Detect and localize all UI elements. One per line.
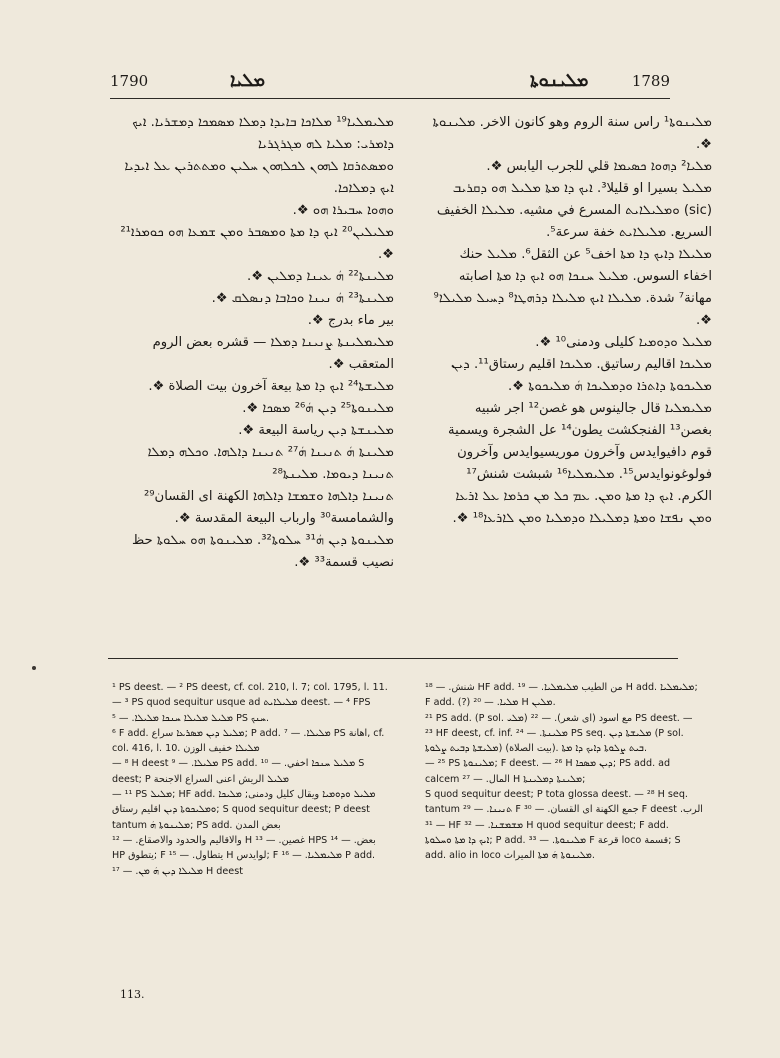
right-page-number: 1789 xyxy=(631,72,670,90)
footnote-block: شنش. — ¹⁸ HF add. من الطيب ܡܠܝܡܠܝܐ. — ¹⁹ H add. ܡܠܝܡܠܝܐ; F add. (?) ܡܠܝܐ. — ²⁰ H ܡܠܝܢ. xyxy=(425,682,698,709)
entry: ܡܠܝܡܠܝܢܬܐ ܨܢܝܢܐ ܕܡܠܐ — قشره بعض الروم المتعقب ❖. xyxy=(152,335,394,372)
entry: ܡܠܝܢܘܬܐ ܕܝܢ ܗܿ³¹ ܚܠܘܬܐ³². ܡܠܝܢܘܬܐ ܗܘ ܚܠܘܬܐ حظ نصيب قسمة³³ ❖. xyxy=(131,533,394,570)
left-page-number: 1790 xyxy=(110,72,149,90)
right-running-head: ܡܠܝܢܘܬܐ xyxy=(530,70,589,91)
entry: ܡܠܝܟܐ اقاليم رساتيق. ܡܠܝܟܐ اقليم رستاق¹¹. ܕܝܢ ܡܠܝܟܘܬܐ ܕܐܬܪܐ ܘܕܡܠܝܟܐ ܗܿ ܡܠܝܟܘܬܐ ❖. xyxy=(451,357,712,394)
entry: ܡܠܝܠ ܘܕܘܡܝܐ كليلى ودمنى¹⁰ ❖. xyxy=(535,335,712,350)
entry: ܡܠܝܠܐ ܕܐܝܟ ܕܐ ܡܬܐ اخف⁵ عن الثقل⁶. ܡܠܝܠ حنك اخفاء السوس. ܡܠܝܠ ܚܢܟܐ ܗܘ ܐܝܟ ܕܐ ܡܬܐ اصابته مهانة⁷ شدة. ܡܠܝܠܐ ܐܝܟ ܡܠܝܠܐ ܕܪܗܛܐ⁸ ܕܚܝܠ ܡܠܝܠܐ⁹ ❖. xyxy=(433,247,712,328)
signature-mark: 113. xyxy=(120,988,145,1001)
entry: ܡܠܝܫܬܐ²⁴ ܐܝܟ ܕܐ ܡܬܐ بيعة آخرون بيت الصلاة ❖. xyxy=(148,379,394,394)
entry: ܘܡܣܬܪܩܐ ܠܗܘܢ ܠܟܠܗܘܢ ܚܠܝܢ ܘܡܬܬܪܝܢ ܥܠ ܐܝܕܝܐ ܐܝܟ ܕܡܠܐܟܐ. xyxy=(124,159,394,196)
entry: ܡܠܝܢܫܬܐ ܕܝܢ رياسة البيعة ❖. xyxy=(238,423,394,438)
footnote-divider xyxy=(108,658,678,659)
footnote-block: ⁶ F add. ܡܠܝܠ ܕܝܢ ܡܣܪܥܐ سراع; P add. ܡܠܝܠܐ. — ⁷ PS اهانة, cf. col. 416, l. 10. ܡܠܝܠܐ خفيف الوزن xyxy=(112,727,385,755)
footnote-block: S quod sequitur deest; P tota glossa deest. — ²⁸ H seq. tantum ܬܢܝܢܐ. — ²⁹ F جمع الكهنة اى القسان. — ³⁰ F deest الرب. — ³¹ HF ܡܫܡܫܢܐ. — ³² H quod sequitur deest; F add. xyxy=(425,789,703,831)
footnotes-right xyxy=(425,680,703,970)
entry: بير ماء بدرج ❖. xyxy=(307,313,394,328)
footnote-block: — ¹¹ PS ܡܠܝܠ; HF add. ܡܠܝܠ ܘܕܘܡܝܐ ويقال كليل ودمنى; ܡܠܝܟܐ ܘܡܠܝܟܘܬܐ ܕܝܢ اقليم رستاق; S quod sequitur deest; P deest tantum ܡܠܝܢܘܬܐ ܗܿ; PS add. بعض المدن xyxy=(112,789,376,831)
entry: ܡܠܝܢܘܬܐ¹ راس سنة الروم وهو كانون الاخر. ܡܠܝܢܘܬܐ ❖. xyxy=(432,115,712,152)
running-header xyxy=(110,72,670,106)
page-speck xyxy=(32,666,36,670)
entry: ܘܗܘܐ ܚܒܝܪܐ ܗܘ ❖. xyxy=(292,203,394,218)
footnote-block: — ²⁵ PS ܡܠܝܢܘܬܐ; F deest. — ²⁶ H ܕܝܢ ܡܣܟܐ; PS add. ad calcem المال. — ²⁷ H ܡܠܝܢܬܐ ܕܡܠܝܢܬܐ; xyxy=(425,758,671,785)
footnote-block: ¹ PS deest. — ² PS deest, cf. col. 210, l. 7; col. 1795, l. 11. — ³ PS quod sequitur usque ad ܡܠܝܠܐܝܬ deest. — ⁴ FPS ܡܠܝܠ ܡܠܝܠܐ ܚܢܟܐ ܡܠܝܠܐ. — ⁵ PS ܚܢܟ. xyxy=(112,682,388,724)
header-rule xyxy=(110,98,670,99)
footnote-block: — ⁸ H deest ܡܠܝܠܐ. — ⁹ PS add. ܡܠܝܠ ܚܢܟܐ اخفي. — ¹⁰ S deest; P ܡܠܝܠ الريش اعنى السراع الاجنحة xyxy=(112,758,365,785)
footnote-block: ²¹ PS add. (P sol. ܡܠܝ) مع اسود (اى شعر). — ²² PS deest. — ²³ HF deest, cf. inf. ܡܠܝܢܬܐ. — ²⁴ PS seq. ܡܠܝܫܬܐ ܕܝܢ (P sol. ܡܠܝܫܬܐ ܕܒܝܬ ܨܠܘܬܐ) (بيت الصلاة). ܒܝܬ ܨܠܘܬܐ ܕܐܝܟ ܕܐ ܡܬܐ. xyxy=(425,712,693,755)
entry: ܡܠܝܢܬܐ²³ ܗܿ ܢܝܢܐ ܘܟܐܒܐ ܕܢܣܠܩ ❖. xyxy=(211,291,394,306)
footnote-block: ܐܝܟ ܕܐ ܡܬܐ ܘܚܠܘܬܐ; P add. ܡܠܝܢܘܬܐ. — ³³ F قرعة loco قسمة; S add. alio in loco ܡܠܝܢܘܬܐ ܗܿ ܡܬܐ الميراث. xyxy=(425,834,681,862)
entry: ܡܠܝܢܘܬܐ²⁵ ܕܝܢ ܗܿ²⁶ ܡܣܟܐ ❖. xyxy=(242,401,394,416)
left-column xyxy=(112,112,394,652)
right-column xyxy=(430,112,712,652)
entry: ܬܢܝܢܐ ܕܐܠܗܐ ܘܫܡܫܐ ܕܐܠܗܐ الكهنة اى القسان²⁹ والشمامسة³⁰ وارباب البيعة المقدسة ❖. xyxy=(143,489,394,526)
footnote-block: والاقاليم والحدود والاصقاع. — ¹² H غصين. — ¹³ HPS بعض. — ¹⁴ HP يتطوق; F يتطاول. — ¹⁵ H لوايدس; F ܡܠܝܡܠܝܐ. — ¹⁶ P add. ܡܠܝܠܐ ܕܝܢ ܗܿ ܡܢ. — ¹⁷ H deest xyxy=(112,834,376,877)
entry: ܡܠܝܢܬܐ²² ܗܿ ܥܝܢܐ ܕܡܠܝܢ ❖. xyxy=(247,269,394,284)
entry: ܡܠܝܡܠܝܐ قال جالينوس هو غصن¹² اجر شبيه بغصن¹³ الفنجكشت يطون¹⁴ عل الشجرة ويسمية قوم دافيوايدس وآخرون موريسيوايدس وآخرون فولوغونوايدس¹⁵. ܡܠܝܡܠܝܐ¹⁶ شبشت شنش¹⁷ الكرم. ܐܝܟ ܕܐ ܡܬܐ ܘܡܢ. ܥܡ ܟܠ ܡܢ ܟܪܡܐ ܥܠ ܐܪܥܐ ܘܡܢ ܢܦܫܐ ܘܡܬܐ ܕܡܠܝܠܐ ܘܕܡܠܝܐ ܘܡܢ ܠܐܪܥܐ¹⁸ ❖. xyxy=(448,401,712,526)
entry: ܡܠܝܢܬܐ ܗܿ ܬܢܝܢܐ ܗܿ²⁷ ܬܢܝܢܐ ܕܐܠܗܐ. ܘܟܠܗ ܕܡܠܐ ܬܢܝܢܐ ܕܝܘܡܐ. ܡܠܝܢܬܐ²⁸ xyxy=(147,445,394,482)
entry: ܡܠܝܐ² ܕܗܘܐ ܟܣܝܡܐ قلي للجرب اليابس ❖. xyxy=(486,159,712,174)
entry: ܡܠܝܠ بسيرا او قليلا³. ܐܝܟ ܕܐ ܡܬܐ ܡܠܝܠ ܗܘ ܕܩܪܝܒ (sic) ܘܡܠܝܠܐܝܬ المسرع في مشيه. ܡܠܝܠܐ الخفيف السريع. ܡܠܝܠܐܝܬ خفة سرعة⁵. xyxy=(436,181,712,240)
entry: ܡܠܝܡܠܝܐ¹⁹ ܡܠܐܟܐ ܒܐܝܕܐ ܕܡܠܐ ܡܣܡܟܐ ܕܡܫܪܝܐ. ܐܝܟ ܕܐܡܪܝ: ܡܠܝܐ ܠܗ ܡܓܪܓܪܝܐ xyxy=(132,115,394,152)
footnotes-left xyxy=(112,680,390,970)
left-running-head: ܡܠܝܐ xyxy=(230,70,265,91)
entry: ܡܠܝܠܝܢ²⁰ ܐܝܟ ܕܐ ܡܬܐ ܘܡܣܒܪ ܘܡܢ ܫܡܥܐ ܗܘ ܟܘܡܪܐ²¹ ❖. xyxy=(120,225,394,262)
